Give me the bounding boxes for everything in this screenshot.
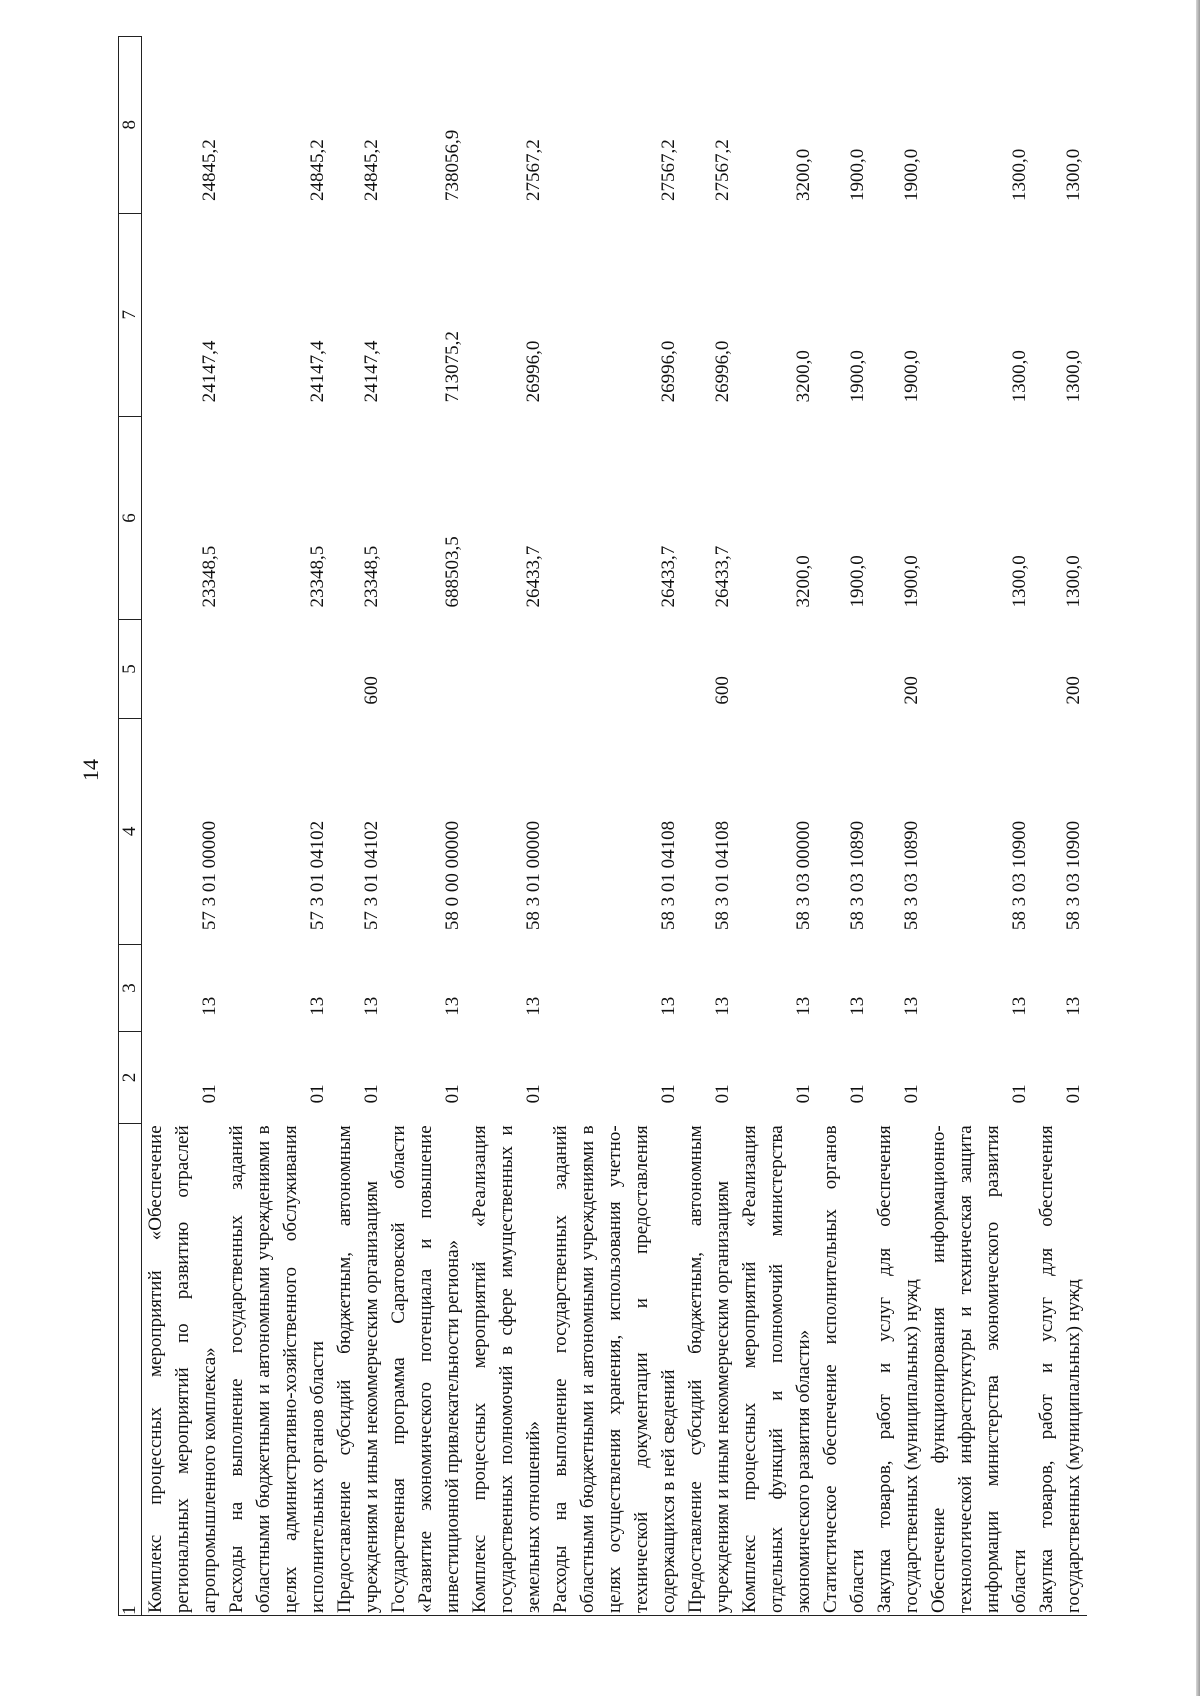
subsection-code-cell: 13	[442, 996, 463, 1016]
section-code-cell: 01	[901, 1084, 922, 1104]
subsection-code-cell: 13	[712, 996, 733, 1016]
section-code-cell: 01	[307, 1084, 328, 1104]
section-code-cell: 01	[1009, 1084, 1030, 1104]
row-name-cell: Расходы на выполнение государственных заданий областными бюджетными и автономными учреждениями в целях административно-хозяйственного обслуживания исполнительных органов области	[223, 1123, 331, 1615]
column-header: 1	[119, 1123, 142, 1615]
table-row	[871, 37, 925, 1616]
table-row	[1033, 37, 1087, 1616]
amount-year3-cell: 738056,9	[442, 129, 463, 202]
subsection-code-cell: 13	[1009, 996, 1030, 1016]
amount-year2-cell: 1300,0	[1063, 350, 1084, 403]
subsection-code-cell: 13	[199, 996, 220, 1016]
amount-year1-cell: 3200,0	[793, 555, 814, 608]
table-row	[331, 37, 385, 1616]
amount-year2-cell: 26996,0	[658, 340, 679, 403]
table-row	[682, 37, 736, 1616]
target-article-cell: 57 3 01 00000	[199, 820, 220, 931]
subsection-code-cell: 13	[523, 996, 544, 1016]
target-article-cell: 58 3 01 04108	[712, 820, 733, 931]
row-name-cell: Комплекс процессных мероприятий «Реализация государственных полномочий в сфере имущественных и земельных отношений»	[466, 1123, 547, 1615]
subsection-code-cell: 13	[361, 996, 382, 1016]
section-code-cell: 01	[712, 1084, 733, 1104]
amount-year1-cell: 23348,5	[361, 545, 382, 608]
amount-year2-cell: 3200,0	[793, 350, 814, 403]
amount-year2-cell: 26996,0	[523, 340, 544, 403]
expense-type-cell	[142, 619, 224, 718]
subsection-code-cell: 13	[847, 996, 868, 1016]
target-article-cell: 58 0 00 00000	[442, 820, 463, 931]
amount-year3-cell: 24845,2	[199, 139, 220, 202]
expense-type-cell	[547, 619, 682, 718]
amount-year3-cell: 1900,0	[847, 148, 868, 202]
column-number-row	[119, 37, 142, 1616]
amount-year3-cell: 1300,0	[1009, 148, 1030, 202]
amount-year3-cell: 1900,0	[901, 148, 922, 202]
column-header: 3	[119, 944, 142, 1032]
row-name-cell: Статистическое обеспечение исполнительных органов области	[817, 1123, 871, 1615]
section-code-cell: 01	[442, 1084, 463, 1104]
subsection-code-cell: 13	[793, 996, 814, 1016]
amount-year2-cell: 1900,0	[847, 350, 868, 403]
table-body	[142, 37, 1088, 1616]
row-name-cell: Комплекс процессных мероприятий «Реализация отдельных функций и полномочий министерства экономического развития области»	[736, 1123, 817, 1615]
column-header: 2	[119, 1032, 142, 1124]
amount-year2-cell: 1900,0	[901, 350, 922, 403]
amount-year1-cell: 26433,7	[712, 545, 733, 608]
table-row	[817, 37, 871, 1616]
column-header: 4	[119, 719, 142, 945]
target-article-cell: 58 3 03 10890	[901, 820, 922, 931]
row-name-cell: Обеспечение функционирования информационно-технологической инфраструктуры и техническая защита информации министерства экономического развития области	[925, 1123, 1033, 1615]
section-code-cell: 01	[361, 1084, 382, 1104]
amount-year1-cell: 1300,0	[1009, 555, 1030, 608]
amount-year3-cell: 27567,2	[712, 139, 733, 202]
row-name-cell: Закупка товаров, работ и услуг для обеспечения государственных (муниципальных) нужд	[1033, 1123, 1087, 1615]
expense-type-cell: 600	[361, 676, 382, 705]
amount-year2-cell: 26996,0	[712, 340, 733, 403]
amount-year2-cell: 24147,4	[199, 340, 220, 403]
row-name-cell: Комплекс процессных мероприятий «Обеспечение региональных мероприятий по развитию отраслей агропромышленного комплекса»	[142, 1123, 224, 1615]
target-article-cell: 58 3 01 00000	[523, 820, 544, 931]
table-row	[223, 37, 331, 1616]
section-code-cell: 01	[523, 1084, 544, 1104]
expense-type-cell: 200	[1063, 676, 1084, 705]
amount-year2-cell: 713075,2	[442, 331, 463, 403]
budget-table	[118, 36, 1087, 1616]
amount-year1-cell: 26433,7	[658, 545, 679, 608]
row-name-cell: Расходы на выполнение государственных заданий областными бюджетными и автономными учреждениями в целях осуществления хранения, использования учетно-технической документации и предоставления содержащихся в ней сведений	[547, 1123, 682, 1615]
target-article-cell: 57 3 01 04102	[307, 820, 328, 931]
section-code-cell: 01	[847, 1084, 868, 1104]
amount-year2-cell: 24147,4	[361, 340, 382, 403]
amount-year3-cell: 27567,2	[523, 139, 544, 202]
expense-type-cell: 600	[712, 676, 733, 705]
subsection-code-cell: 13	[658, 996, 679, 1016]
target-article-cell: 58 3 03 10900	[1063, 820, 1084, 931]
section-code-cell: 01	[1063, 1084, 1084, 1104]
expense-type-cell	[736, 619, 817, 718]
expense-type-cell	[385, 619, 466, 718]
table-row	[736, 37, 817, 1616]
expense-type-cell	[925, 619, 1033, 718]
table-row	[466, 37, 547, 1616]
column-header: 6	[119, 416, 142, 619]
table-row	[547, 37, 682, 1616]
target-article-cell: 58 3 03 10900	[1009, 820, 1030, 931]
row-name-cell: Закупка товаров, работ и услуг для обеспечения государственных (муниципальных) нужд	[871, 1123, 925, 1615]
expense-type-cell	[817, 619, 871, 718]
row-name-cell: Государственная программа Саратовской области «Развитие экономического потенциала и повышение инвестиционной привлекательности региона»	[385, 1123, 466, 1615]
expense-type-cell	[466, 619, 547, 718]
subsection-code-cell: 13	[307, 996, 328, 1016]
table-row	[385, 37, 466, 1616]
target-article-cell: 57 3 01 04102	[361, 820, 382, 931]
amount-year1-cell: 1900,0	[901, 555, 922, 608]
amount-year1-cell: 23348,5	[199, 545, 220, 608]
expense-type-cell: 200	[901, 676, 922, 705]
column-header: 7	[119, 213, 142, 416]
page-number: 14	[78, 759, 103, 781]
amount-year3-cell: 3200,0	[793, 148, 814, 202]
column-header: 8	[119, 37, 142, 214]
amount-year1-cell: 688503,5	[442, 536, 463, 608]
amount-year3-cell: 1300,0	[1063, 148, 1084, 202]
row-name-cell: Предоставление субсидий бюджетным, автономным учреждениям и иным некоммерческим организациям	[682, 1123, 736, 1615]
amount-year2-cell: 24147,4	[307, 340, 328, 403]
target-article-cell: 58 3 01 04108	[658, 820, 679, 931]
amount-year3-cell: 24845,2	[361, 139, 382, 202]
section-code-cell: 01	[793, 1084, 814, 1104]
amount-year1-cell: 23348,5	[307, 545, 328, 608]
amount-year3-cell: 27567,2	[658, 139, 679, 202]
row-name-cell: Предоставление субсидий бюджетным, автономным учреждениям и иным некоммерческим организациям	[331, 1123, 385, 1615]
amount-year1-cell: 26433,7	[523, 545, 544, 608]
table-row	[142, 37, 224, 1616]
target-article-cell: 58 3 03 00000	[793, 820, 814, 931]
table-row	[925, 37, 1033, 1616]
amount-year3-cell: 24845,2	[307, 139, 328, 202]
subsection-code-cell: 13	[1063, 996, 1084, 1016]
section-code-cell: 01	[199, 1084, 220, 1104]
expense-type-cell	[223, 619, 331, 718]
section-code-cell: 01	[658, 1084, 679, 1104]
subsection-code-cell: 13	[901, 996, 922, 1016]
amount-year1-cell: 1900,0	[847, 555, 868, 608]
target-article-cell: 58 3 03 10890	[847, 820, 868, 931]
amount-year2-cell: 1300,0	[1009, 350, 1030, 403]
column-header: 5	[119, 619, 142, 718]
amount-year1-cell: 1300,0	[1063, 555, 1084, 608]
